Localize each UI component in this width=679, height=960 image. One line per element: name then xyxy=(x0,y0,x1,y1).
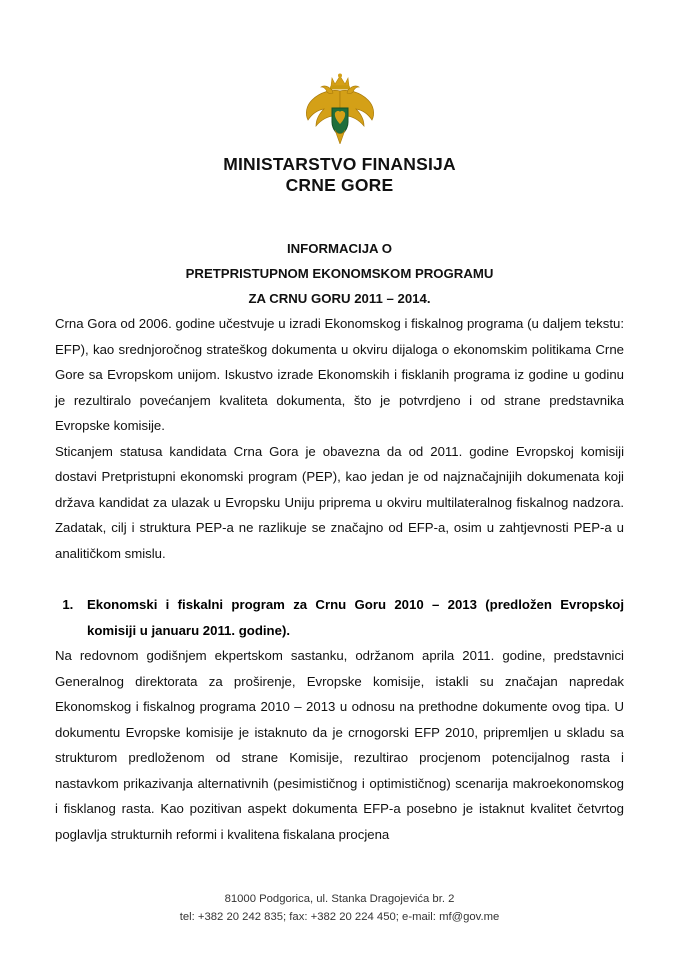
page-footer xyxy=(0,890,679,926)
paragraph-3: Na redovnom godišnjem ekpertskom sastanku, održanom aprila 2011. godine, predstavnici Generalnog direktorata za proširenje, Evropske komisije, istakli su značajan napredak Ekonomskog i fiskalnog programa 2010 – 2013 u odnosu na prethodne dokumente ovog tipa. U dokumentu Evropske komisije je istaknuto da je crnogorski EFP 2010, pripremljen u skladu sa strukturom predloženom od strane Komisije, rezultirao procjenom potencijalnog rasta i nastavkom prikazivanja alternativnih (pesimističnog i optimističnog) scenarija makroekonomskog i fisklanog rasta. Kao pozitivan aspekt dokumenta EFP-a posebno je istaknut kvalitet četvrtog poglavlja strukturnih reformi i kvalitena fiskalana procjena xyxy=(55,648,624,842)
numbered-list xyxy=(55,592,624,643)
document-title-line2: PRETPRISTUPNOM EKONOMSKOM PROGRAMU xyxy=(185,266,494,281)
document-title-line3: ZA CRNU GORU 2011 – 2014. xyxy=(248,291,431,306)
emblem-container xyxy=(55,0,624,144)
montenegro-coat-of-arms-icon xyxy=(302,72,378,144)
list-item: 1. Ekonomski i fiskalni program za Crnu Goru 2010 – 2013 (predložen Evropskoj komisiji u januaru 2011. godine). xyxy=(77,592,624,643)
ministry-heading-line1: MINISTARSTVO FINANSIJA xyxy=(223,154,456,174)
footer-contact: tel: +382 20 242 835; fax: +382 20 224 450; e-mail: mf@gov.me xyxy=(179,911,500,923)
paragraph-2: Sticanjem statusa kandidata Crna Gora je obavezna da od 2011. godine Evropskoj komisiji dostavi Pretpristupni ekonomski program (PEP), kao jedan je od najznačajnijih dokumenata koji država kandidat za ulazak u Evropsku Uniju priprema u okviru multilateralnog fiskalnog nadzora. Zadatak, cilj i struktura PEP-a ne razlikuje se značajno od EFP-a, osim u zahtjevnosti PEP-a u analitičkom smislu. xyxy=(55,443,624,561)
paragraph-1: Crna Gora od 2006. godine učestvuje u izradi Ekonomskog i fiskalnog programa (u daljem tekstu: EFP), kao srednjoročnog strateškog dokumenta u okviru dijaloga o ekonomskim politikama Crne Gore sa Evropskom unijom. Iskustvo izrade Ekonomskih i fisklanih programa iz godine u godinu je rezultiralo povećanjem kvaliteta dokumenta, što je potvrdjeno i od strane predstavnika Evropske komisije. xyxy=(55,316,624,433)
document-title xyxy=(55,236,624,311)
footer-address: 81000 Podgorica, ul. Stanka Dragojevića br. 2 xyxy=(224,893,455,905)
ministry-heading-line2: CRNE GORE xyxy=(285,175,394,195)
ministry-heading xyxy=(55,154,624,196)
document-title-line1: INFORMACIJA O xyxy=(286,241,392,256)
